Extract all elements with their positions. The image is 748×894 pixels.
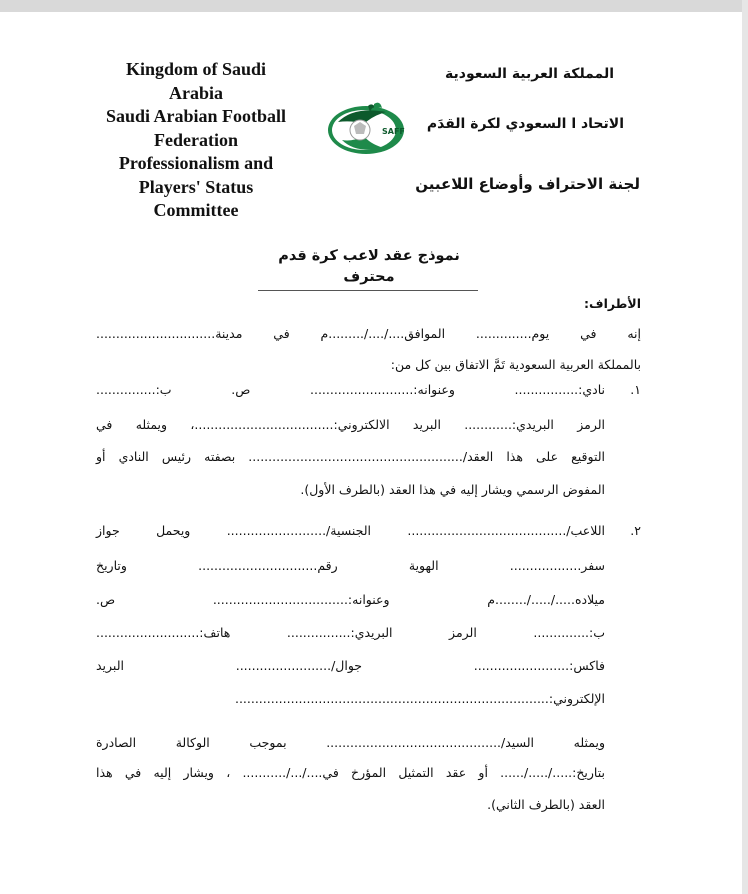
english-header-line: Federation: [154, 129, 238, 150]
party1-line: المفوض الرسمي ويشار إليه في هذا العقد (بالطرف الأول).: [300, 482, 605, 497]
title-underline: [258, 290, 478, 291]
english-header-line: Saudi Arabian Football: [105, 106, 287, 126]
title-line-1: نموذج عقد لاعب كرة قدم: [278, 248, 460, 264]
english-header: [86, 58, 306, 223]
party2-line: ب:.............. الرمز البريدي:................ هاتف:..........................: [96, 625, 605, 640]
top-border: [0, 0, 748, 12]
logo-text: SAFF: [382, 127, 405, 136]
party2-line: الإلكتروني:...............................................................................: [234, 691, 605, 706]
title-line-2: محترف: [343, 269, 395, 285]
intro-line: بالمملكة العربية السعودية تَمَّ الاتفاق بين كل من:: [390, 357, 641, 372]
party2-line: اللاعب/........................................ الجنسية/......................... ويحمل جواز: [96, 523, 605, 538]
document-title: [260, 246, 478, 288]
english-header-line: Professionalism and: [118, 153, 274, 173]
party2-line: ميلاده...../...../........م وعنوانه:.................................. ص.: [96, 592, 605, 607]
party2-line: فاكس:........................ جوال/........................ البريد: [96, 658, 605, 673]
party2-line: ويمثله السيد/............................................ بموجب الوكالة الصادرة: [96, 735, 605, 750]
party2-line: العقد (بالطرف الثاني).: [487, 797, 605, 812]
committee-name-ar: لجنة الاحتراف وأوضاع اللاعبين: [415, 175, 640, 193]
federation-name-ar: الاتحاد ا السعودي لكرة القدَم: [426, 116, 624, 132]
english-header-line: Arabia: [169, 82, 223, 103]
right-border: [742, 0, 748, 894]
party2-line: سفر.................. الهوية رقم.............................. وتاريخ: [96, 558, 605, 573]
english-header-line: Players' Status: [138, 176, 254, 197]
parties-heading: الأطراف:: [584, 296, 641, 311]
english-header-line: Kingdom of Saudi: [125, 59, 267, 79]
saff-logo: [324, 100, 414, 160]
party-number: ١.: [630, 382, 641, 397]
party1-line: نادي:................ وعنوانه:.......................... ص. ب:...............: [96, 382, 605, 397]
party1-line: التوقيع على هذا العقد/...................................................... بصفته رئيس النادي أو: [96, 449, 605, 464]
kingdom-name-ar: المملكة العربية السعودية: [445, 66, 614, 82]
party1-line: الرمز البريدي:............ البريد الالكتروني:...................................، ويمثله في: [96, 417, 605, 432]
intro-line: إنه في يوم.............. الموافق..../..../.........م في مدينة..............................: [96, 326, 641, 341]
party-number: ٢.: [630, 523, 641, 538]
party2-line: بتاريخ:...../...../...... أو عقد التمثيل المؤرخ في..../.../........... ، ويشار إليه في هذا: [96, 765, 605, 780]
contract-body: [96, 296, 641, 856]
english-header-line: Committee: [153, 200, 239, 220]
